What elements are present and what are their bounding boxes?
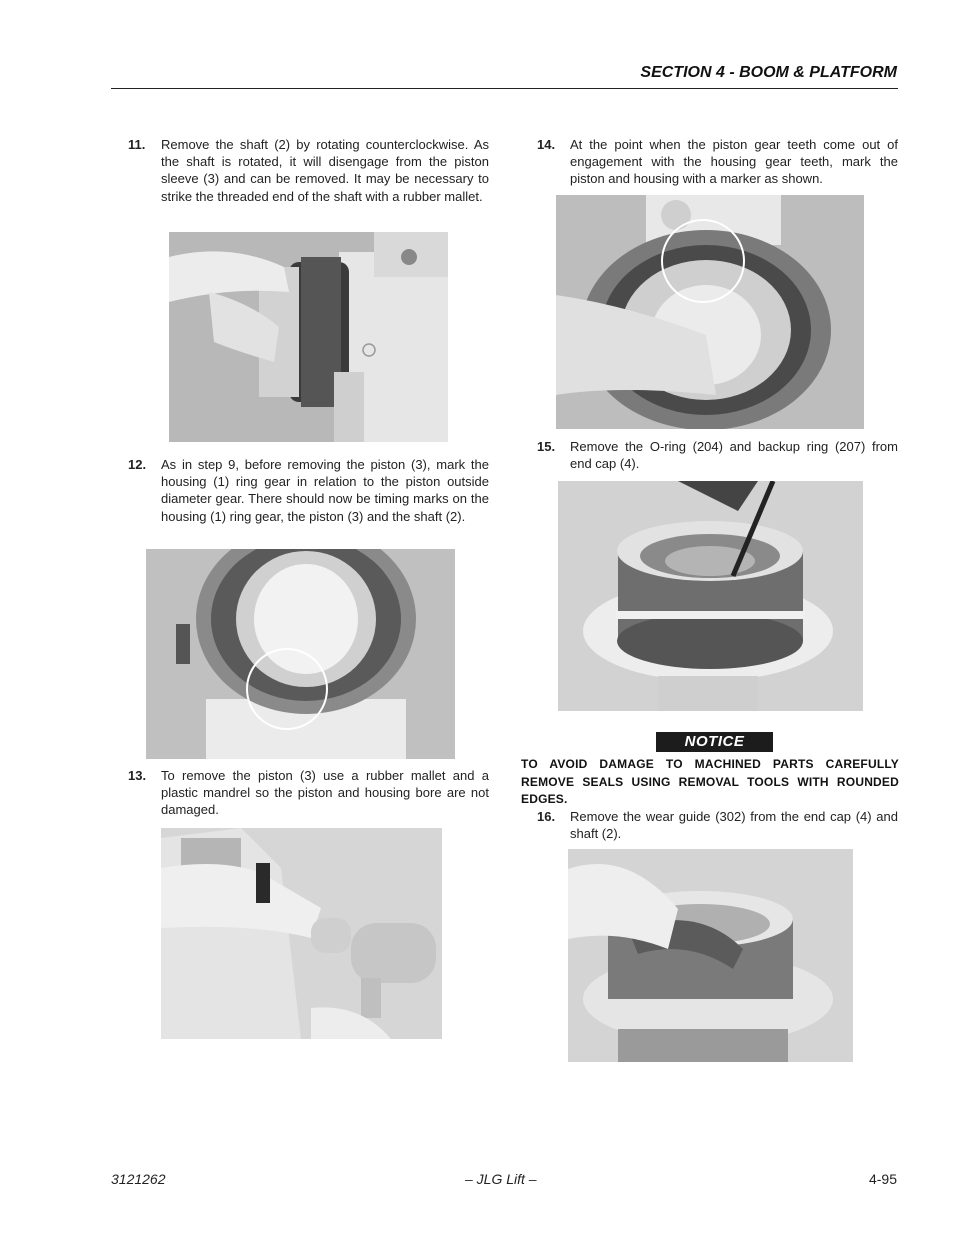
step-text: To remove the piston (3) use a rubber mallet and a plastic mandrel so the piston and housing bore are not damaged.: [161, 768, 489, 818]
step-16: [537, 808, 898, 844]
step-13: [128, 767, 489, 821]
photo-piston-housing-marker: [556, 195, 864, 429]
photo-piston-timing-mark: [146, 549, 455, 759]
step-number: 13.: [128, 768, 147, 783]
photo-end-cap-oring: [558, 481, 863, 711]
photo-shaft-removal: [169, 232, 448, 442]
step-number: 11.: [128, 137, 146, 152]
photo-piston-mallet: [161, 828, 442, 1039]
step-12: [128, 456, 489, 544]
step-number: 16.: [537, 809, 556, 824]
step-text: Remove the shaft (2) by rotating counterclockwise. As the shaft is rotated, it will disengage from the piston sleeve (3) and can be removed. It may be necessary to strike the threaded end of the shaft with a rubber mallet.: [161, 137, 489, 204]
footer-publisher: – JLG Lift –: [465, 1171, 537, 1187]
step-number: 14.: [537, 137, 556, 152]
step-number: 12.: [128, 457, 147, 472]
step-text: As in step 9, before removing the piston (3), mark the housing (1) ring gear in relation to the piston outside diameter gear. There should now be timing marks on the housing (1) ring gear, the piston (3) and the shaft (2).: [161, 457, 489, 524]
notice-text: TO AVOID DAMAGE TO MACHINED PARTS CAREFULLY REMOVE SEALS USING REMOVAL TOOLS WITH ROUNDED EDGES.: [521, 757, 899, 806]
step-15: [537, 438, 898, 474]
step-text: Remove the O-ring (204) and backup ring (207) from end cap (4).: [570, 439, 898, 472]
step-number: 15.: [537, 439, 556, 454]
header-divider: [111, 88, 898, 89]
step-11: [128, 136, 489, 224]
photo-wear-guide-removal: [568, 849, 853, 1062]
step-text: Remove the wear guide (302) from the end cap (4) and shaft (2).: [570, 809, 898, 842]
step-14: [537, 136, 898, 190]
footer-doc-number: 3121262: [111, 1171, 166, 1187]
step-text: At the point when the piston gear teeth come out of engagement with the housing gear teeth, mark the piston and housing with a marker as shown.: [570, 137, 898, 187]
footer-page-number: 4-95: [868, 1171, 897, 1187]
notice-badge: NOTICE: [656, 732, 773, 752]
page-header-title: SECTION 4 - BOOM & PLATFORM: [640, 64, 897, 81]
